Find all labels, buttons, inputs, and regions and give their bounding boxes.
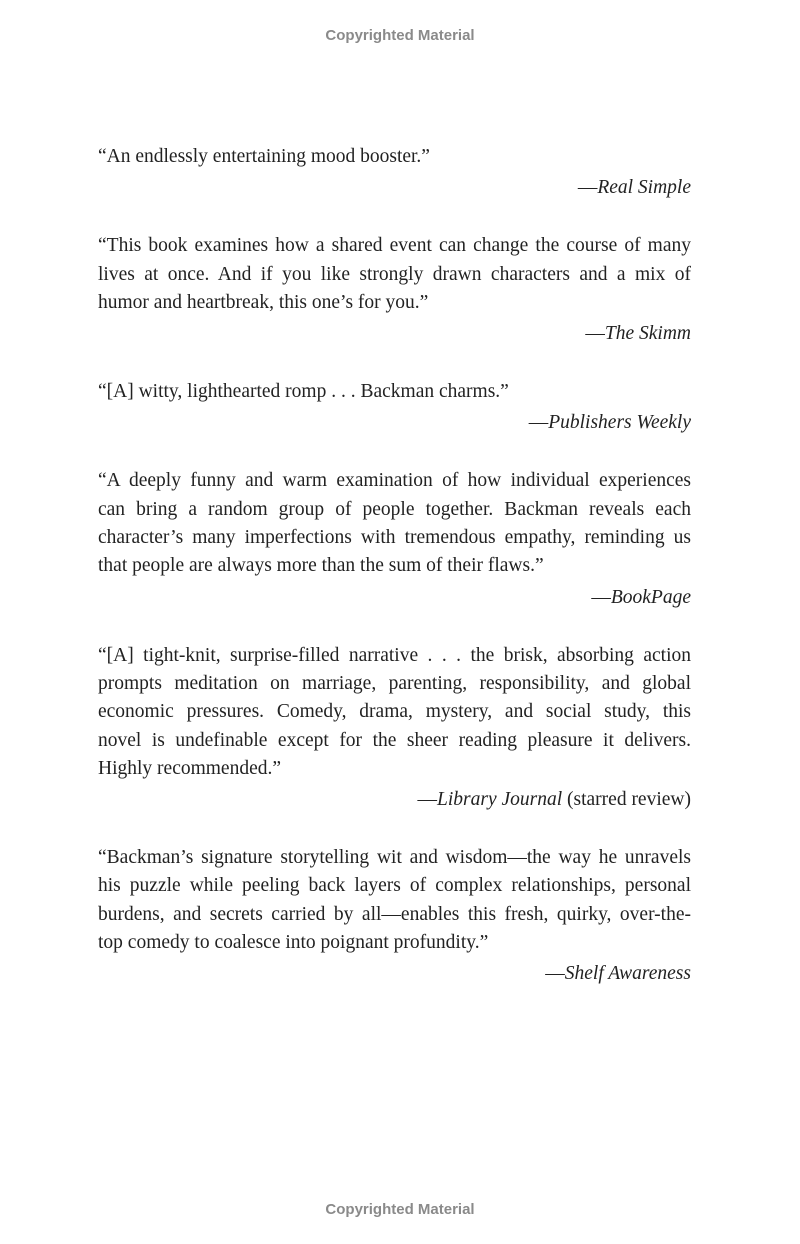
review-quote — [98, 642, 691, 814]
review-quote — [98, 378, 691, 437]
source-name: BookPage — [610, 586, 691, 608]
quote-line: “Backman’s signature storytelling wit and wisdom—the way he unravels — [98, 847, 691, 869]
review-quote — [98, 844, 691, 988]
quote-line: “A deeply funny and warm examination of how individual experiences — [98, 470, 691, 492]
quote-line: that people are always more than the sum of their flaws.” — [98, 555, 544, 577]
quote-line: “[A] tight-knit, surprise-filled narrative . . . the brisk, absorbing action — [98, 644, 691, 666]
quote-line: lives at once. And if you like strongly drawn characters and a mix of — [98, 263, 691, 285]
review-quote — [98, 467, 691, 611]
quote-line: top comedy to coalesce into poignant profundity.” — [98, 932, 489, 954]
source-name: Shelf Awareness — [564, 963, 691, 985]
quote-line: burdens, and secrets carried by all—enables this fresh, quirky, over-the- — [98, 903, 691, 925]
quote-attribution: —Library Journal (starred review) — [417, 789, 691, 811]
source-name: Real Simple — [597, 177, 691, 199]
quote-line: “[A] witty, lighthearted romp . . . Backman charms.” — [98, 381, 509, 403]
quote-attribution: —BookPage — [591, 586, 691, 608]
quote-line: “This book examines how a shared event can change the course of many — [98, 235, 691, 257]
review-quote — [98, 143, 691, 202]
praise-quotes — [98, 143, 691, 1018]
quote-line: economic pressures. Comedy, drama, mystery, and social study, this — [98, 701, 691, 723]
quote-line: prompts meditation on marriage, parenting, responsibility, and global — [98, 672, 691, 694]
review-quote — [98, 232, 691, 348]
quote-attribution: —Real Simple — [577, 177, 691, 199]
quote-line: Highly recommended.” — [98, 757, 282, 779]
quote-attribution: —The Skimm — [585, 323, 691, 345]
source-name: Publishers Weekly — [548, 412, 691, 434]
copyright-watermark-top: Copyrighted Material — [325, 27, 475, 44]
quote-line: novel is undefinable except for the sheer reading pleasure it delivers. — [98, 729, 691, 751]
quote-line: “An endlessly entertaining mood booster.” — [98, 146, 430, 167]
source-note: (starred review) — [567, 789, 691, 811]
quote-line: can bring a random group of people together. Backman reveals each — [98, 498, 691, 520]
quote-attribution: —Shelf Awareness — [545, 963, 691, 985]
copyright-watermark-bottom: Copyrighted Material — [325, 1201, 475, 1218]
quote-attribution: —Publishers Weekly — [528, 412, 691, 434]
source-name: Library Journal — [437, 789, 563, 811]
quote-line: his puzzle while peeling back layers of complex relationships, personal — [98, 875, 691, 897]
quote-line: character’s many imperfections with tremendous empathy, reminding us — [98, 527, 691, 549]
quote-line: humor and heartbreak, this one’s for you.” — [98, 291, 429, 313]
source-name: The Skimm — [604, 323, 691, 345]
